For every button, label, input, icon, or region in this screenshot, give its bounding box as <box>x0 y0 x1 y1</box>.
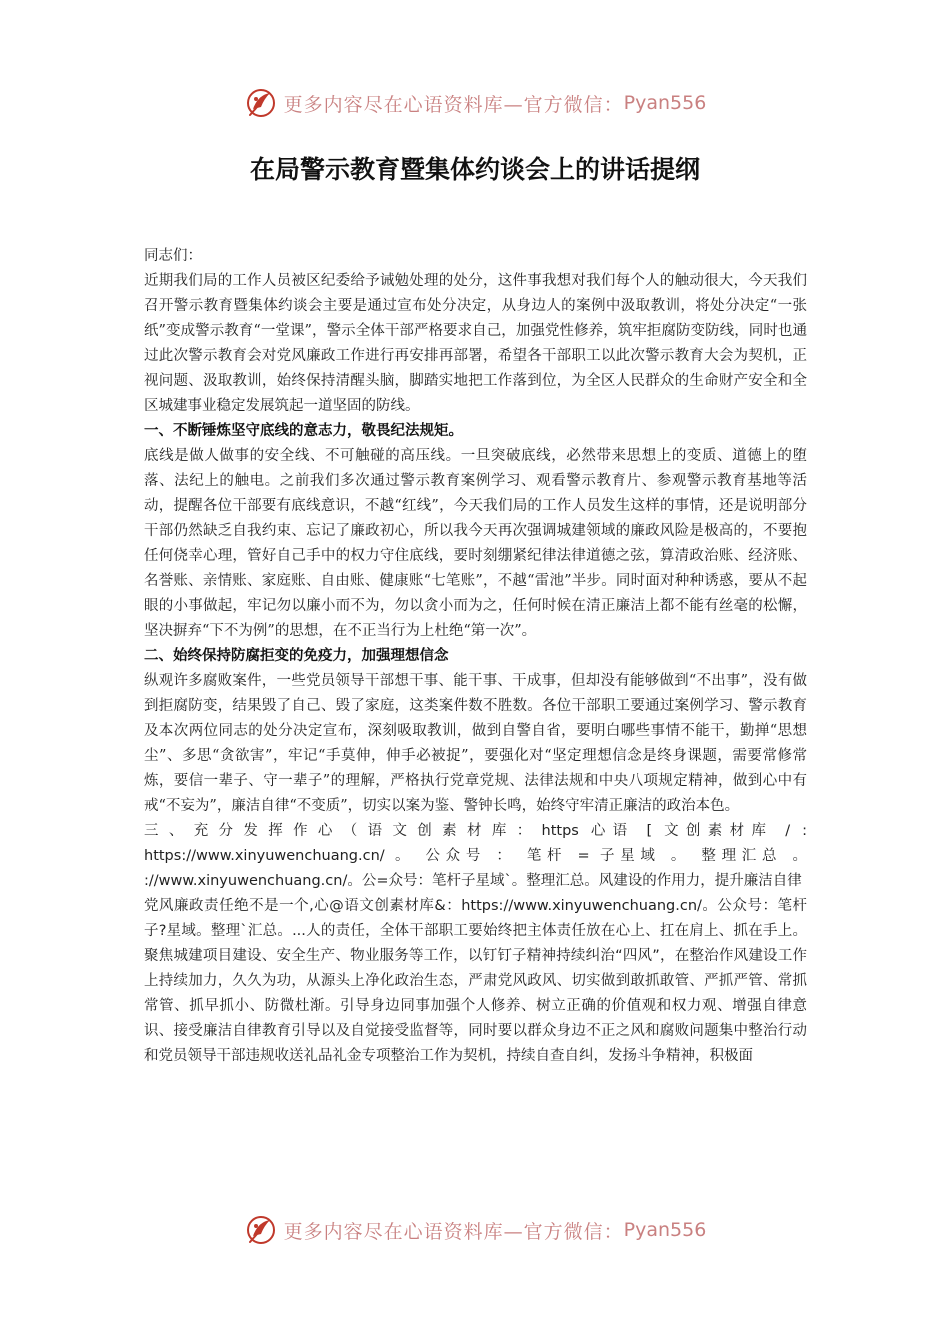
xinyu-logo-icon <box>244 1212 280 1248</box>
section-2-heading: 二、始终保持防腐拒变的免疫力，加强理想信念 <box>144 648 449 664</box>
section-3-heading-lead: 三、充分发挥作心（语文创素材库： <box>144 823 542 839</box>
intro-paragraph: 近期我们局的工作人员被区纪委给予诫勉处理的处分，这件事我想对我们每个人的触动很大，今天我们召开警示教育暨集体约谈会主要是通过宣布处分决定，从身边人的案例中汲取教训，将处分决定“一张纸”变成警示教育“一堂课”，警示全体干部严格要求自己，加强党性修养，筑牢拒腐防变防线，同时也通过此次警示教育会对党风廉政工作进行再安排再部署，希望各干部职工以此次警示教育大会为契机，正视问题、汲取教训，始终保持清醒头脑，脚踏实地把工作落到位，为全区人民群众的生命财产安全和全区城建事业稳定发展筑起一道坚固的防线。 <box>144 273 807 414</box>
footer-banner <box>0 1210 950 1250</box>
section-1-body: 底线是做人做事的安全线、不可触碰的高压线。一旦突破底线，必然带来思想上的变质、道德上的堕落、法纪上的触电。之前我们多次通过警示教育案例学习、观看警示教育片、参观警示教育基地等活动，提醒各位干部要有底线意识，不越“红线”，今天我们局的工作人员发生这样的事情，还是说明部分干部仍然缺乏自我约束、忘记了廉政初心，所以我今天再次强调城建领域的廉政风险是极高的，不要抱任何侥幸心理，管好自己手中的权力守住底线，要时刻绷紧纪律法律道德之弦，算清政治账、经济账、名誉账、亲情账、家庭账、自由账、健康账“七笔账”，不越“雷池”半步。同时面对种种诱惑，要从不起眼的小事做起，牢记勿以廉小而不为，勿以贪小而为之，任何时候在清正廉洁上都不能有丝毫的松懈，坚决摒弃“下不为例”的思想，在不正当行为上杜绝“第一次”。 <box>144 448 807 639</box>
section-3-heading-rest: https 心语 [ 文创素材库 / : https://www.xinyuwenchuang.cn/ 。 公众号 ： 笔杆 = 子星域 。 整理汇总 。 ://www.xinyuwenchuang.cn/。公=众号：笔杆子星域`。整理汇总。风建设的作用力，提升廉洁自律 <box>144 823 807 889</box>
banner-wechat-id: Pyan556 <box>623 1219 707 1241</box>
section-1-heading: 一、不断锤炼坚守底线的意志力，敬畏纪法规矩。 <box>144 423 463 439</box>
banner-wechat-id: Pyan556 <box>623 92 707 114</box>
header-banner <box>0 83 950 123</box>
banner-text: 更多内容尽在心语资料库—官方微信： <box>283 93 624 116</box>
document-title: 在局警示教育暨集体约谈会上的讲话提纲 <box>249 155 700 184</box>
document-body <box>144 244 807 1069</box>
banner-text: 更多内容尽在心语资料库—官方微信： <box>283 1220 624 1243</box>
section-3-body: 党风廉政责任绝不是一个,心@语文创素材库&：https://www.xinyuwenchuang.cn/。公众号：笔杆子?星域。整理`汇总。...人的责任，全体干部职工要始终把主体责任放在心上、扛在肩上、抓在手上。聚焦城建项目建设、安全生产、物业服务等工作，以钉钉子精神持续纠治“四风”，在整治作风建设工作上持续加力，久久为功，从源头上净化政治生态，严肃党风政风、切实做到敢抓敢管、严抓严管、常抓常管、抓早抓小、防微杜渐。引导身边同事加强个人修养、树立正确的价值观和权力观、增强自律意识、接受廉洁自律教育引导以及自觉接受监督等，同时要以群众身边不正之风和腐败问题集中整治行动和党员领导干部违规收送礼品礼金专项整治工作为契机，持续自查自纠，发扬斗争精神，积极面 <box>144 898 807 1064</box>
salutation: 同志们： <box>144 248 202 264</box>
section-3-heading <box>144 819 807 894</box>
section-2-body: 纵观许多腐败案件，一些党员领导干部想干事、能干事、干成事，但却没有能够做到“不出事”，没有做到拒腐防变，结果毁了自己、毁了家庭，这类案件数不胜数。各位干部职工要通过案例学习、警示教育及本次两位同志的处分决定宣布，深刻吸取教训，做到自警自省，要明白哪些事情不能干，勤掸“思想尘”、多思“贪欲害”，牢记“手莫伸，伸手必被捉”，要强化对“坚定理想信念是终身课题，需要常修常炼，要信一辈子、守一辈子”的理解，严格执行党章党规、法律法规和中央八项规定精神，做到心中有戒“不妄为”，廉洁自律“不变质”，切实以案为鉴、警钟长鸣，始终守牢清正廉洁的政治本色。 <box>144 673 807 814</box>
xinyu-logo-icon <box>244 85 280 121</box>
